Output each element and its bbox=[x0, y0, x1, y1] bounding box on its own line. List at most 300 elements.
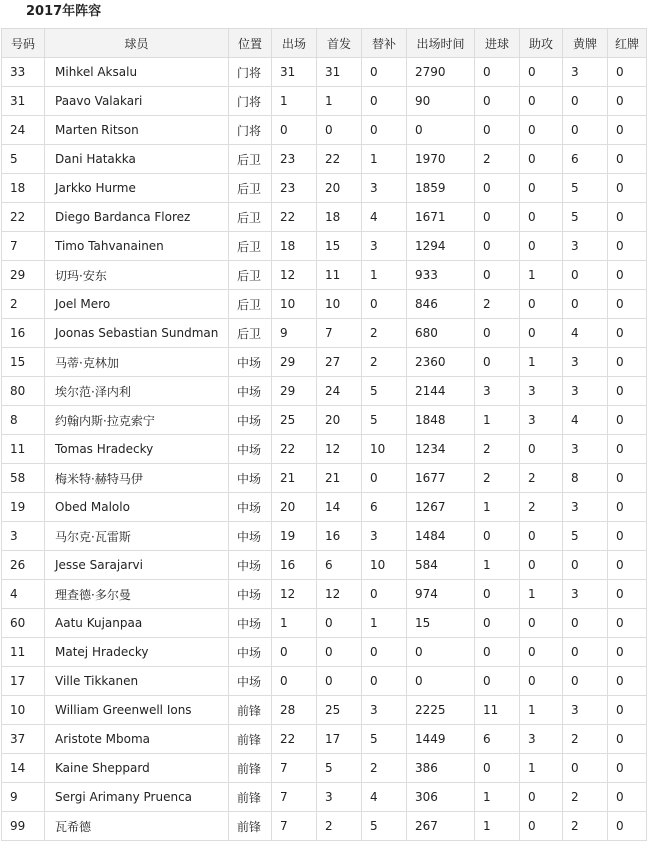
cell-appearances: 21 bbox=[272, 464, 317, 493]
cell-position: 前锋 bbox=[229, 725, 272, 754]
cell-assists: 0 bbox=[520, 116, 563, 145]
cell-goals: 6 bbox=[475, 725, 520, 754]
cell-minutes: 1267 bbox=[407, 493, 475, 522]
cell-assists: 0 bbox=[520, 203, 563, 232]
cell-starts: 21 bbox=[317, 464, 362, 493]
cell-appearances: 29 bbox=[272, 348, 317, 377]
cell-number: 16 bbox=[2, 319, 45, 348]
cell-minutes: 0 bbox=[407, 638, 475, 667]
column-header-position: 位置 bbox=[229, 29, 272, 58]
cell-starts: 22 bbox=[317, 145, 362, 174]
cell-position: 后卫 bbox=[229, 174, 272, 203]
cell-assists: 1 bbox=[520, 580, 563, 609]
cell-player: Ville Tikkanen bbox=[45, 667, 229, 696]
cell-yellow-cards: 8 bbox=[563, 464, 608, 493]
table-row bbox=[2, 638, 647, 667]
table-row bbox=[2, 319, 647, 348]
cell-number: 80 bbox=[2, 377, 45, 406]
cell-player: 理查德·多尔曼 bbox=[45, 580, 229, 609]
cell-subs: 3 bbox=[362, 696, 407, 725]
cell-position: 中场 bbox=[229, 348, 272, 377]
cell-player: Paavo Valakari bbox=[45, 87, 229, 116]
cell-player: Marten Ritson bbox=[45, 116, 229, 145]
cell-appearances: 25 bbox=[272, 406, 317, 435]
cell-player: Tomas Hradecky bbox=[45, 435, 229, 464]
cell-red-cards: 0 bbox=[608, 87, 647, 116]
cell-assists: 0 bbox=[520, 145, 563, 174]
cell-number: 29 bbox=[2, 261, 45, 290]
cell-position: 后卫 bbox=[229, 203, 272, 232]
cell-subs: 2 bbox=[362, 348, 407, 377]
table-row bbox=[2, 812, 647, 841]
cell-player: Obed Malolo bbox=[45, 493, 229, 522]
cell-goals: 2 bbox=[475, 435, 520, 464]
cell-subs: 0 bbox=[362, 464, 407, 493]
cell-subs: 0 bbox=[362, 116, 407, 145]
cell-minutes: 0 bbox=[407, 667, 475, 696]
cell-player: Sergi Arimany Pruenca bbox=[45, 783, 229, 812]
cell-goals: 0 bbox=[475, 58, 520, 87]
cell-minutes: 1449 bbox=[407, 725, 475, 754]
cell-position: 后卫 bbox=[229, 290, 272, 319]
cell-player: 马蒂·克林加 bbox=[45, 348, 229, 377]
cell-minutes: 1294 bbox=[407, 232, 475, 261]
cell-subs: 5 bbox=[362, 377, 407, 406]
cell-red-cards: 0 bbox=[608, 348, 647, 377]
cell-player: Dani Hatakka bbox=[45, 145, 229, 174]
table-row bbox=[2, 435, 647, 464]
cell-number: 9 bbox=[2, 783, 45, 812]
cell-number: 14 bbox=[2, 754, 45, 783]
cell-red-cards: 0 bbox=[608, 203, 647, 232]
cell-red-cards: 0 bbox=[608, 290, 647, 319]
cell-appearances: 22 bbox=[272, 435, 317, 464]
cell-number: 11 bbox=[2, 435, 45, 464]
cell-player: 约翰内斯·拉克索宁 bbox=[45, 406, 229, 435]
column-header-number: 号码 bbox=[2, 29, 45, 58]
cell-position: 门将 bbox=[229, 87, 272, 116]
table-row bbox=[2, 145, 647, 174]
cell-number: 58 bbox=[2, 464, 45, 493]
cell-goals: 0 bbox=[475, 754, 520, 783]
cell-assists: 0 bbox=[520, 58, 563, 87]
cell-yellow-cards: 0 bbox=[563, 87, 608, 116]
cell-number: 15 bbox=[2, 348, 45, 377]
cell-player: 马尔克·瓦雷斯 bbox=[45, 522, 229, 551]
table-header-row bbox=[2, 29, 647, 58]
cell-goals: 1 bbox=[475, 406, 520, 435]
table-row bbox=[2, 522, 647, 551]
cell-subs: 3 bbox=[362, 522, 407, 551]
cell-goals: 0 bbox=[475, 319, 520, 348]
cell-yellow-cards: 2 bbox=[563, 725, 608, 754]
cell-player: Diego Bardanca Florez bbox=[45, 203, 229, 232]
cell-red-cards: 0 bbox=[608, 609, 647, 638]
table-row bbox=[2, 754, 647, 783]
cell-minutes: 2144 bbox=[407, 377, 475, 406]
cell-assists: 0 bbox=[520, 232, 563, 261]
cell-starts: 12 bbox=[317, 435, 362, 464]
cell-number: 26 bbox=[2, 551, 45, 580]
cell-number: 5 bbox=[2, 145, 45, 174]
cell-position: 后卫 bbox=[229, 261, 272, 290]
table-row bbox=[2, 377, 647, 406]
cell-starts: 10 bbox=[317, 290, 362, 319]
cell-number: 60 bbox=[2, 609, 45, 638]
cell-yellow-cards: 4 bbox=[563, 319, 608, 348]
table-row bbox=[2, 783, 647, 812]
cell-red-cards: 0 bbox=[608, 696, 647, 725]
cell-appearances: 20 bbox=[272, 493, 317, 522]
cell-starts: 16 bbox=[317, 522, 362, 551]
cell-goals: 1 bbox=[475, 812, 520, 841]
cell-position: 中场 bbox=[229, 377, 272, 406]
cell-minutes: 0 bbox=[407, 116, 475, 145]
cell-appearances: 16 bbox=[272, 551, 317, 580]
cell-player: Matej Hradecky bbox=[45, 638, 229, 667]
cell-starts: 3 bbox=[317, 783, 362, 812]
cell-subs: 5 bbox=[362, 406, 407, 435]
column-header-minutes: 出场时间 bbox=[407, 29, 475, 58]
cell-subs: 4 bbox=[362, 783, 407, 812]
cell-assists: 0 bbox=[520, 290, 563, 319]
cell-subs: 10 bbox=[362, 435, 407, 464]
cell-goals: 2 bbox=[475, 464, 520, 493]
cell-starts: 7 bbox=[317, 319, 362, 348]
cell-goals: 0 bbox=[475, 522, 520, 551]
table-row bbox=[2, 261, 647, 290]
cell-starts: 25 bbox=[317, 696, 362, 725]
cell-subs: 0 bbox=[362, 667, 407, 696]
cell-subs: 0 bbox=[362, 58, 407, 87]
cell-appearances: 29 bbox=[272, 377, 317, 406]
cell-starts: 6 bbox=[317, 551, 362, 580]
cell-yellow-cards: 3 bbox=[563, 377, 608, 406]
table-row bbox=[2, 290, 647, 319]
cell-minutes: 1671 bbox=[407, 203, 475, 232]
table-row bbox=[2, 87, 647, 116]
cell-minutes: 15 bbox=[407, 609, 475, 638]
table-row bbox=[2, 696, 647, 725]
cell-subs: 5 bbox=[362, 725, 407, 754]
cell-minutes: 1859 bbox=[407, 174, 475, 203]
cell-red-cards: 0 bbox=[608, 725, 647, 754]
cell-assists: 3 bbox=[520, 406, 563, 435]
cell-minutes: 2360 bbox=[407, 348, 475, 377]
cell-position: 后卫 bbox=[229, 145, 272, 174]
cell-player: Kaine Sheppard bbox=[45, 754, 229, 783]
cell-position: 中场 bbox=[229, 609, 272, 638]
cell-appearances: 22 bbox=[272, 725, 317, 754]
cell-starts: 11 bbox=[317, 261, 362, 290]
cell-starts: 0 bbox=[317, 116, 362, 145]
cell-position: 中场 bbox=[229, 435, 272, 464]
cell-red-cards: 0 bbox=[608, 580, 647, 609]
cell-position: 中场 bbox=[229, 638, 272, 667]
cell-position: 中场 bbox=[229, 580, 272, 609]
column-header-player: 球员 bbox=[45, 29, 229, 58]
cell-appearances: 1 bbox=[272, 87, 317, 116]
cell-appearances: 31 bbox=[272, 58, 317, 87]
cell-appearances: 23 bbox=[272, 174, 317, 203]
cell-yellow-cards: 0 bbox=[563, 261, 608, 290]
cell-goals: 0 bbox=[475, 348, 520, 377]
cell-starts: 0 bbox=[317, 638, 362, 667]
cell-minutes: 1677 bbox=[407, 464, 475, 493]
cell-red-cards: 0 bbox=[608, 261, 647, 290]
cell-player: Jarkko Hurme bbox=[45, 174, 229, 203]
table-row bbox=[2, 174, 647, 203]
cell-yellow-cards: 0 bbox=[563, 551, 608, 580]
cell-number: 3 bbox=[2, 522, 45, 551]
cell-appearances: 7 bbox=[272, 754, 317, 783]
cell-red-cards: 0 bbox=[608, 638, 647, 667]
cell-goals: 0 bbox=[475, 87, 520, 116]
cell-subs: 2 bbox=[362, 319, 407, 348]
cell-goals: 0 bbox=[475, 232, 520, 261]
cell-player: Timo Tahvanainen bbox=[45, 232, 229, 261]
cell-starts: 24 bbox=[317, 377, 362, 406]
cell-appearances: 7 bbox=[272, 783, 317, 812]
cell-number: 31 bbox=[2, 87, 45, 116]
column-header-starts: 首发 bbox=[317, 29, 362, 58]
cell-minutes: 680 bbox=[407, 319, 475, 348]
cell-position: 后卫 bbox=[229, 232, 272, 261]
cell-yellow-cards: 0 bbox=[563, 290, 608, 319]
cell-player: Mihkel Aksalu bbox=[45, 58, 229, 87]
cell-appearances: 19 bbox=[272, 522, 317, 551]
cell-subs: 0 bbox=[362, 290, 407, 319]
cell-assists: 0 bbox=[520, 319, 563, 348]
cell-minutes: 933 bbox=[407, 261, 475, 290]
cell-starts: 14 bbox=[317, 493, 362, 522]
cell-assists: 1 bbox=[520, 754, 563, 783]
cell-assists: 2 bbox=[520, 464, 563, 493]
cell-goals: 2 bbox=[475, 290, 520, 319]
cell-position: 前锋 bbox=[229, 696, 272, 725]
cell-minutes: 1970 bbox=[407, 145, 475, 174]
cell-position: 前锋 bbox=[229, 754, 272, 783]
cell-yellow-cards: 3 bbox=[563, 232, 608, 261]
cell-yellow-cards: 0 bbox=[563, 609, 608, 638]
cell-yellow-cards: 3 bbox=[563, 435, 608, 464]
cell-position: 中场 bbox=[229, 551, 272, 580]
cell-appearances: 9 bbox=[272, 319, 317, 348]
cell-player: 瓦希德 bbox=[45, 812, 229, 841]
cell-red-cards: 0 bbox=[608, 522, 647, 551]
cell-assists: 1 bbox=[520, 261, 563, 290]
cell-yellow-cards: 6 bbox=[563, 145, 608, 174]
cell-appearances: 0 bbox=[272, 638, 317, 667]
cell-yellow-cards: 3 bbox=[563, 493, 608, 522]
cell-number: 18 bbox=[2, 174, 45, 203]
cell-goals: 0 bbox=[475, 638, 520, 667]
cell-red-cards: 0 bbox=[608, 435, 647, 464]
cell-subs: 1 bbox=[362, 261, 407, 290]
cell-player: Aatu Kujanpaa bbox=[45, 609, 229, 638]
cell-appearances: 10 bbox=[272, 290, 317, 319]
cell-position: 后卫 bbox=[229, 319, 272, 348]
column-header-goals: 进球 bbox=[475, 29, 520, 58]
cell-red-cards: 0 bbox=[608, 406, 647, 435]
cell-red-cards: 0 bbox=[608, 812, 647, 841]
column-header-appearances: 出场 bbox=[272, 29, 317, 58]
cell-starts: 2 bbox=[317, 812, 362, 841]
cell-subs: 6 bbox=[362, 493, 407, 522]
cell-assists: 0 bbox=[520, 87, 563, 116]
cell-goals: 0 bbox=[475, 203, 520, 232]
table-row bbox=[2, 203, 647, 232]
cell-yellow-cards: 5 bbox=[563, 174, 608, 203]
table-row bbox=[2, 58, 647, 87]
cell-red-cards: 0 bbox=[608, 783, 647, 812]
cell-appearances: 12 bbox=[272, 580, 317, 609]
cell-subs: 1 bbox=[362, 145, 407, 174]
column-header-yellow-cards: 黄牌 bbox=[563, 29, 608, 58]
cell-number: 7 bbox=[2, 232, 45, 261]
cell-yellow-cards: 3 bbox=[563, 58, 608, 87]
table-row bbox=[2, 551, 647, 580]
cell-starts: 15 bbox=[317, 232, 362, 261]
cell-position: 中场 bbox=[229, 522, 272, 551]
cell-starts: 17 bbox=[317, 725, 362, 754]
cell-assists: 0 bbox=[520, 174, 563, 203]
cell-number: 8 bbox=[2, 406, 45, 435]
cell-goals: 0 bbox=[475, 667, 520, 696]
cell-position: 中场 bbox=[229, 464, 272, 493]
cell-subs: 1 bbox=[362, 609, 407, 638]
cell-assists: 3 bbox=[520, 377, 563, 406]
cell-subs: 5 bbox=[362, 812, 407, 841]
cell-position: 前锋 bbox=[229, 812, 272, 841]
cell-appearances: 0 bbox=[272, 667, 317, 696]
cell-number: 4 bbox=[2, 580, 45, 609]
cell-red-cards: 0 bbox=[608, 754, 647, 783]
cell-assists: 0 bbox=[520, 609, 563, 638]
cell-appearances: 12 bbox=[272, 261, 317, 290]
cell-goals: 0 bbox=[475, 174, 520, 203]
cell-starts: 0 bbox=[317, 667, 362, 696]
cell-player: 埃尔范·泽内利 bbox=[45, 377, 229, 406]
cell-red-cards: 0 bbox=[608, 116, 647, 145]
cell-goals: 1 bbox=[475, 783, 520, 812]
cell-yellow-cards: 0 bbox=[563, 754, 608, 783]
cell-player: 梅米特·赫特马伊 bbox=[45, 464, 229, 493]
cell-starts: 27 bbox=[317, 348, 362, 377]
cell-goals: 0 bbox=[475, 261, 520, 290]
cell-yellow-cards: 0 bbox=[563, 638, 608, 667]
cell-position: 中场 bbox=[229, 406, 272, 435]
cell-red-cards: 0 bbox=[608, 58, 647, 87]
cell-number: 24 bbox=[2, 116, 45, 145]
cell-number: 10 bbox=[2, 696, 45, 725]
cell-assists: 0 bbox=[520, 667, 563, 696]
cell-assists: 0 bbox=[520, 435, 563, 464]
table-body bbox=[2, 58, 647, 841]
cell-starts: 20 bbox=[317, 174, 362, 203]
cell-yellow-cards: 2 bbox=[563, 783, 608, 812]
cell-appearances: 1 bbox=[272, 609, 317, 638]
cell-starts: 18 bbox=[317, 203, 362, 232]
cell-yellow-cards: 3 bbox=[563, 348, 608, 377]
cell-minutes: 974 bbox=[407, 580, 475, 609]
cell-yellow-cards: 3 bbox=[563, 580, 608, 609]
cell-position: 中场 bbox=[229, 667, 272, 696]
cell-goals: 0 bbox=[475, 116, 520, 145]
cell-minutes: 2790 bbox=[407, 58, 475, 87]
cell-yellow-cards: 5 bbox=[563, 203, 608, 232]
cell-assists: 0 bbox=[520, 522, 563, 551]
column-header-subs: 替补 bbox=[362, 29, 407, 58]
table-row bbox=[2, 667, 647, 696]
cell-player: Joel Mero bbox=[45, 290, 229, 319]
cell-player: Aristote Mboma bbox=[45, 725, 229, 754]
column-header-red-cards: 红牌 bbox=[608, 29, 647, 58]
cell-subs: 4 bbox=[362, 203, 407, 232]
cell-red-cards: 0 bbox=[608, 319, 647, 348]
squad-table bbox=[1, 28, 647, 841]
cell-minutes: 267 bbox=[407, 812, 475, 841]
cell-red-cards: 0 bbox=[608, 551, 647, 580]
cell-minutes: 1484 bbox=[407, 522, 475, 551]
cell-player: 切玛·安东 bbox=[45, 261, 229, 290]
table-row bbox=[2, 580, 647, 609]
table-row bbox=[2, 609, 647, 638]
cell-red-cards: 0 bbox=[608, 232, 647, 261]
cell-subs: 0 bbox=[362, 638, 407, 667]
cell-assists: 0 bbox=[520, 812, 563, 841]
cell-starts: 12 bbox=[317, 580, 362, 609]
cell-subs: 0 bbox=[362, 580, 407, 609]
cell-number: 33 bbox=[2, 58, 45, 87]
cell-position: 门将 bbox=[229, 116, 272, 145]
cell-goals: 0 bbox=[475, 609, 520, 638]
cell-starts: 5 bbox=[317, 754, 362, 783]
cell-minutes: 584 bbox=[407, 551, 475, 580]
cell-subs: 10 bbox=[362, 551, 407, 580]
cell-starts: 0 bbox=[317, 609, 362, 638]
cell-number: 19 bbox=[2, 493, 45, 522]
cell-subs: 2 bbox=[362, 754, 407, 783]
table-row bbox=[2, 116, 647, 145]
cell-assists: 0 bbox=[520, 551, 563, 580]
cell-starts: 31 bbox=[317, 58, 362, 87]
cell-starts: 1 bbox=[317, 87, 362, 116]
cell-number: 99 bbox=[2, 812, 45, 841]
cell-minutes: 386 bbox=[407, 754, 475, 783]
cell-yellow-cards: 3 bbox=[563, 696, 608, 725]
table-row bbox=[2, 725, 647, 754]
cell-assists: 0 bbox=[520, 638, 563, 667]
cell-player: Joonas Sebastian Sundman bbox=[45, 319, 229, 348]
cell-minutes: 1234 bbox=[407, 435, 475, 464]
cell-appearances: 22 bbox=[272, 203, 317, 232]
cell-appearances: 28 bbox=[272, 696, 317, 725]
page-title: 2017年阵容 bbox=[26, 4, 102, 19]
cell-yellow-cards: 4 bbox=[563, 406, 608, 435]
cell-assists: 2 bbox=[520, 493, 563, 522]
cell-goals: 2 bbox=[475, 145, 520, 174]
cell-goals: 3 bbox=[475, 377, 520, 406]
cell-minutes: 306 bbox=[407, 783, 475, 812]
table-row bbox=[2, 348, 647, 377]
cell-red-cards: 0 bbox=[608, 145, 647, 174]
cell-yellow-cards: 2 bbox=[563, 812, 608, 841]
cell-number: 11 bbox=[2, 638, 45, 667]
cell-subs: 3 bbox=[362, 174, 407, 203]
cell-yellow-cards: 0 bbox=[563, 667, 608, 696]
cell-minutes: 2225 bbox=[407, 696, 475, 725]
